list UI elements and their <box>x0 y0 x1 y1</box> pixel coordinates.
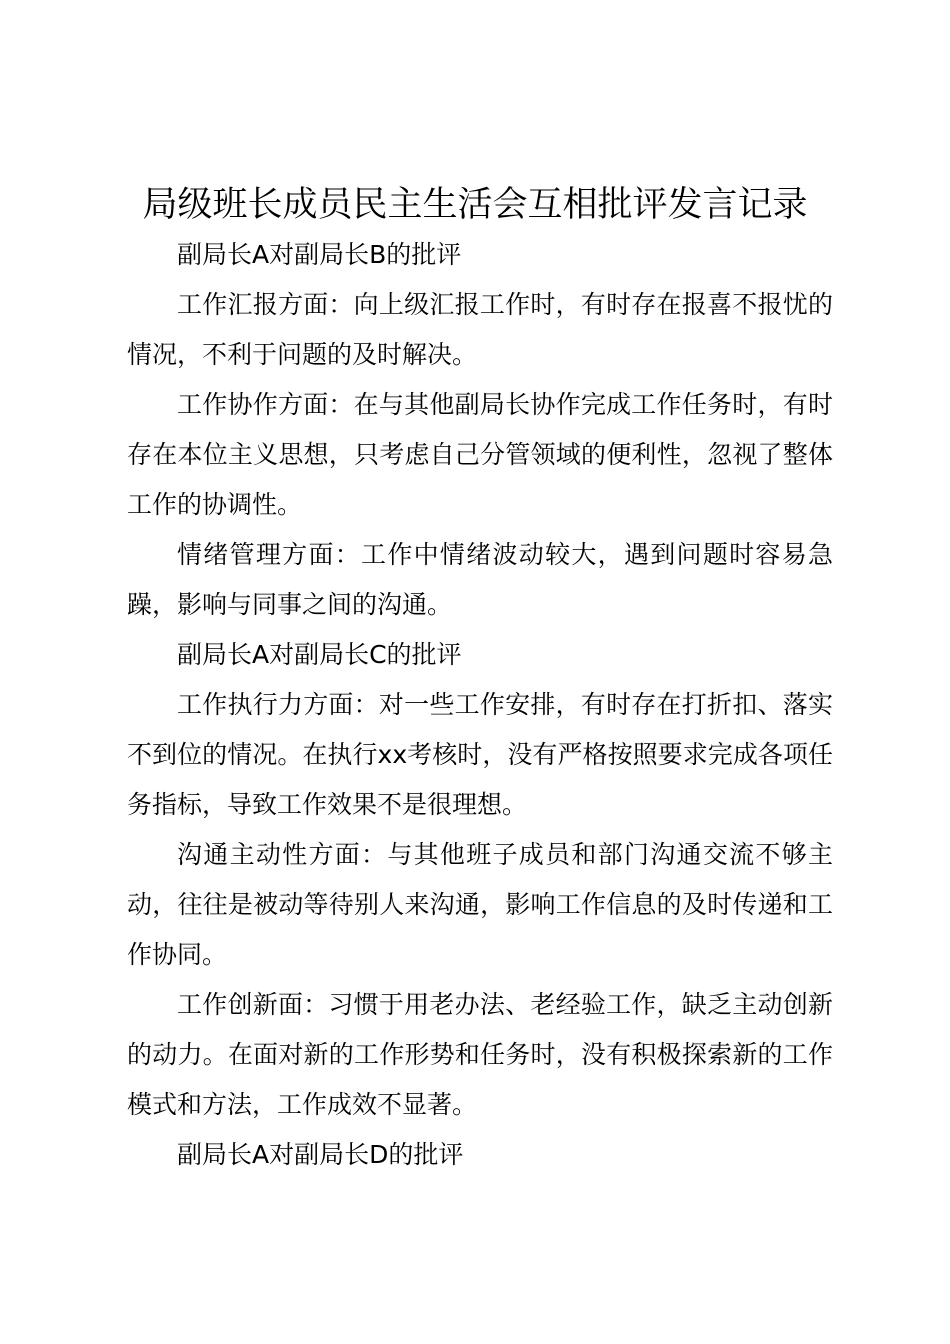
document-title: 局级班长成员民主生活会互相批评发言记录 <box>142 185 808 225</box>
paragraph-work-reporting: 工作汇报方面：向上级汇报工作时，有时存在报喜不报忧的情况，不利于问题的及时解决。 <box>127 290 833 369</box>
paragraph-innovation: 工作创新面：习惯于用老办法、老经验工作，缺乏主动创新的动力。在面对新的工作形势和任务时，没有积极探索新的工作模式和方法，工作成效不显著。 <box>127 990 833 1119</box>
document-body <box>127 230 833 1180</box>
paragraph-emotion-management: 情绪管理方面：工作中情绪波动较大，遇到问题时容易急躁，影响与同事之间的沟通。 <box>127 540 833 619</box>
paragraph-communication: 沟通主动性方面：与其他班子成员和部门沟通交流不够主动，往往是被动等待别人来沟通，影响工作信息的及时传递和工作协同。 <box>127 840 833 969</box>
paragraph-execution: 工作执行力方面：对一些工作安排，有时存在打折扣、落实不到位的情况。在执行xx考核时，没有严格按照要求完成各项任务指标，导致工作效果不是很理想。 <box>127 690 833 819</box>
paragraph-work-collaboration: 工作协作方面：在与其他副局长协作完成工作任务时，有时存在本位主义思想，只考虑自己分管领域的便利性，忽视了整体工作的协调性。 <box>127 390 833 519</box>
section-heading-b: 副局长A对副局长B的批评 <box>177 240 462 269</box>
section-heading-d: 副局长A对副局长D的批评 <box>177 1140 464 1169</box>
section-heading-c: 副局长A对副局长C的批评 <box>177 640 462 669</box>
